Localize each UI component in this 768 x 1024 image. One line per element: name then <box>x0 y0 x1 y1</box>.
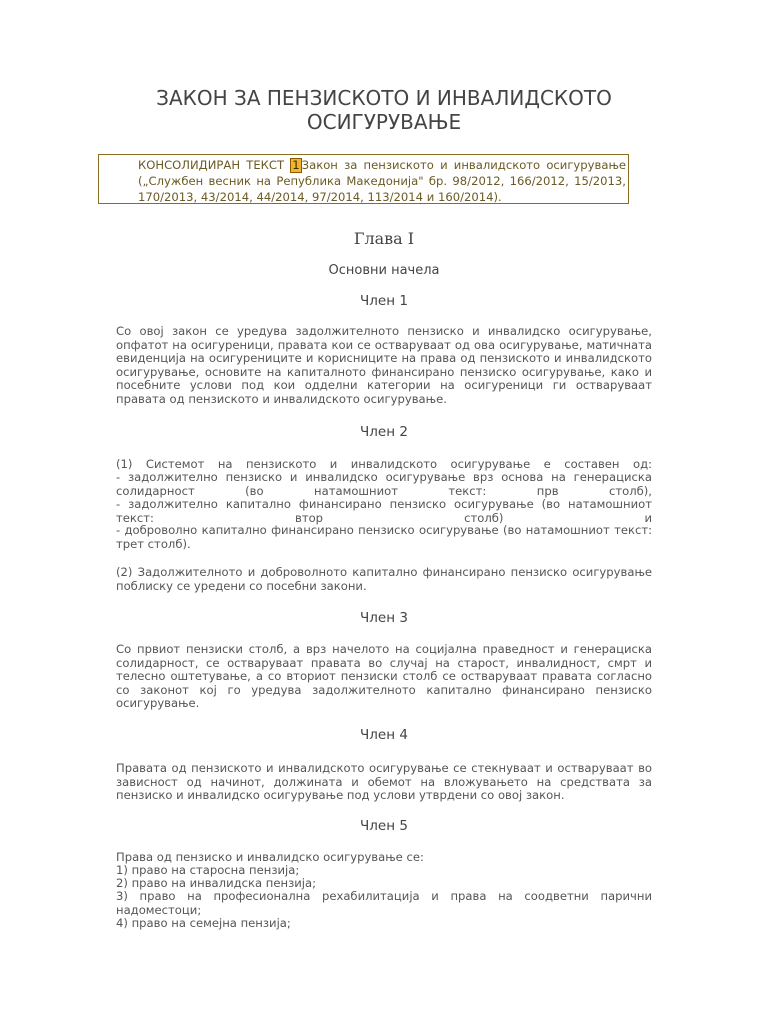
article-paragraph: (2) Задолжителното и доброволното капитално финансирано пензиско осигурување поблиску се уредени со посебни закони. <box>116 565 652 593</box>
article-paragraph: Со овој закон се уредува задолжителното пензиско и инвалидско осигурување, опфатот на осигуреници, правата кои се остваруваат од ова осигурување, матичната евиденција на осигурениците и корисниците на права од пензиското и инвалидското осигурување, основите на капиталното финансирано пензиско осигурување, како и посебните услови под кои одделни категории на осигуреници ги остваруваат правата од пензиското и инвалидското осигурување. <box>116 324 652 406</box>
article-paragraph: - задолжително капитално финансирано пензиско осигурување (во натамошниот текст: втор столб) и <box>116 497 652 525</box>
list-item: 4) право на семејна пензија; <box>116 916 291 930</box>
chapter-heading: Глава I <box>353 229 415 248</box>
article-paragraph: Права од пензиско и инвалидско осигурување се: <box>116 850 424 864</box>
list-item: 1) право на старосна пензија; <box>116 863 300 877</box>
article-paragraph: (1) Системот на пензиското и инвалидското осигурување е составен од: <box>116 457 652 471</box>
consolidated-text: Закон за пензиското и инвалидското осигурување („Службен весник на Република Македонија" бр. 98/2012, 166/2012, 15/2013, 170/2013, 43/2014, 44/2014, 97/2014, 113/2014 и 160/2014). <box>138 158 626 204</box>
article-paragraph: Правата од пензиското и инвалидското осигурување се стекнуваат и остваруваат во зависност од начинот, должината и обемот на вложувањето на средствата за пензиско и инвалидско осигурување под услови утврдени со овој закон. <box>116 761 652 802</box>
article-paragraph: - задолжително пензиско и инвалидско осигурување врз основа на генерациска солидарност (во натамошниот текст: прв столб), <box>116 470 652 498</box>
article-heading: Член 3 <box>360 610 408 626</box>
article-heading: Член 2 <box>360 424 408 440</box>
document-title-line1: ЗАКОН ЗА ПЕНЗИСКОТО И ИНВАЛИДСКОТО <box>156 86 612 110</box>
article-heading: Член 4 <box>360 727 408 743</box>
document-title <box>100 86 668 134</box>
article-heading: Член 1 <box>360 293 408 309</box>
list-item: 3) право на професионална рехабилитација и права на соодветни парични надоместоци; <box>116 889 652 917</box>
list-item: 2) право на инвалидска пензија; <box>116 876 317 890</box>
article-paragraph: Со првиот пензиски столб, а врз начелото на социјална праведност и генерациска солидарност, се остваруваат правата во случај на старост, инвалидност, смрт и телесно оштетување, а со вториот пензиски столб се остваруваат правата согласно со законот кој го уредува задолжителното капитално финансирано пензиско осигурување. <box>116 642 652 710</box>
document-title-line2: ОСИГУРУВАЊЕ <box>306 110 462 134</box>
article-heading: Член 5 <box>360 818 408 834</box>
consolidated-text-box <box>98 154 629 204</box>
consolidated-label: КОНСОЛИДИРАН ТЕКСТ <box>138 158 285 172</box>
footnote-marker[interactable]: 1 <box>292 158 300 172</box>
article-paragraph: - доброволно капитално финансирано пензиско осигурување (во натамошниот текст: трет столб). <box>116 523 652 551</box>
section-heading: Основни начела <box>328 263 440 278</box>
